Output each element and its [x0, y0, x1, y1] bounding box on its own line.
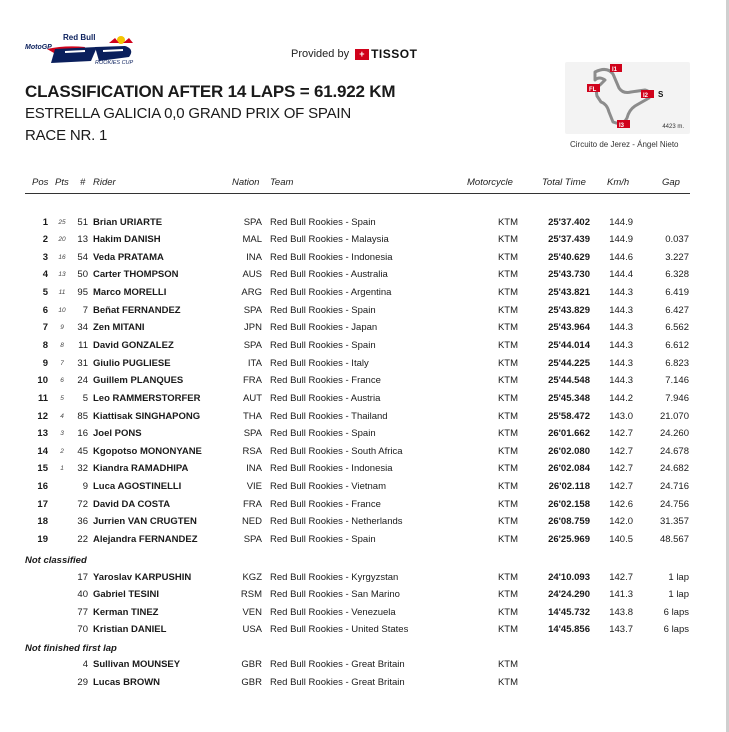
- col-gap: Gap: [662, 177, 680, 188]
- rider-nation: GBR: [241, 659, 262, 670]
- rider-total-time: 25'58.472: [548, 410, 590, 422]
- rider-team: Red Bull Rookies - San Marino: [270, 589, 400, 600]
- table-row: [0, 478, 729, 495]
- rider-nation: SPA: [243, 339, 262, 351]
- rider-motorcycle: KTM: [497, 304, 518, 316]
- rider-nation: ITA: [247, 357, 262, 369]
- rider-team: Red Bull Rookies - Japan: [270, 322, 378, 334]
- rider-nation: FRA: [243, 498, 262, 510]
- rider-pos: 9: [42, 357, 48, 369]
- event-name: ESTRELLA GALICIA 0,0 GRAND PRIX OF SPAIN: [25, 105, 351, 122]
- rider-motorcycle: KTM: [497, 534, 518, 546]
- rider-speed: 143.7: [609, 624, 633, 635]
- rider-pos: 2: [42, 234, 48, 246]
- rider-number: 54: [77, 251, 88, 263]
- table-row: [0, 513, 729, 530]
- rider-number: 34: [77, 322, 88, 334]
- rider-motorcycle: KTM: [497, 216, 518, 228]
- rider-number: 22: [77, 534, 88, 546]
- col-team: Team: [270, 177, 294, 188]
- rider-points: 16: [58, 253, 66, 261]
- provided-by-label: Provided by: [291, 48, 350, 60]
- rider-nation: RSA: [242, 445, 262, 457]
- rider-nation: NED: [241, 516, 262, 528]
- rider-team: Red Bull Rookies - United States: [270, 624, 409, 635]
- sector-i3: I3: [619, 123, 625, 129]
- rider-name: Yaroslav KARPUSHIN: [93, 571, 192, 583]
- rider-name: Giulio PUGLIESE: [93, 357, 171, 369]
- rider-motorcycle: KTM: [497, 445, 518, 457]
- rider-number: 50: [77, 269, 88, 281]
- provided-by: [291, 47, 417, 61]
- rider-gap: 24.756: [659, 498, 689, 510]
- rider-number: 11: [78, 339, 88, 351]
- rider-name: Kristian DANIEL: [93, 624, 167, 635]
- rider-number: 40: [77, 589, 88, 600]
- rider-total-time: 25'44.014: [548, 339, 590, 351]
- rider-motorcycle: KTM: [497, 498, 518, 510]
- rider-total-time: 25'43.964: [548, 322, 590, 334]
- not-classified-label: Not classified: [25, 555, 87, 566]
- rider-speed: 144.3: [609, 322, 633, 334]
- rider-pos: 8: [42, 339, 48, 351]
- rider-speed: 144.3: [609, 357, 633, 369]
- rider-name: Guillem PLANQUES: [93, 375, 184, 387]
- rider-nation: VIE: [246, 481, 262, 493]
- table-row: [0, 319, 729, 336]
- rider-total-time: 25'37.402: [548, 216, 590, 228]
- rider-speed: 142.7: [609, 463, 633, 475]
- col-num: #: [80, 177, 86, 188]
- table-row: [0, 408, 729, 425]
- rider-nation: SPA: [243, 534, 262, 546]
- table-row: [0, 621, 729, 638]
- rider-nation: ARG: [241, 287, 262, 299]
- rider-team: Red Bull Rookies - Vietnam: [270, 481, 386, 493]
- rider-total-time: 26'02.080: [548, 445, 590, 457]
- rider-nation: SPA: [243, 304, 262, 316]
- rider-motorcycle: KTM: [497, 410, 518, 422]
- rider-team: Red Bull Rookies - Indonesia: [270, 251, 393, 263]
- rider-gap: 0.037: [665, 234, 689, 246]
- table-row: [0, 496, 729, 513]
- rider-motorcycle: KTM: [497, 624, 518, 635]
- rider-speed: 144.3: [609, 339, 633, 351]
- race-number: RACE NR. 1: [25, 127, 108, 144]
- rider-pos: 18: [37, 516, 48, 528]
- col-nation: Nation: [232, 177, 260, 188]
- col-pts: Pts: [55, 177, 69, 188]
- rider-motorcycle: KTM: [497, 606, 518, 618]
- rider-team: Red Bull Rookies - Spain: [270, 304, 376, 316]
- table-row: [0, 531, 729, 548]
- table-row: [0, 266, 729, 283]
- rider-total-time: 26'02.158: [548, 498, 590, 510]
- rider-nation: INA: [246, 463, 262, 475]
- rider-team: Red Bull Rookies - Argentina: [270, 287, 392, 299]
- rider-speed: 142.0: [609, 516, 633, 528]
- rider-name: Kgopotso MONONYANE: [93, 445, 202, 457]
- rider-total-time: 25'43.821: [548, 287, 590, 299]
- rider-gap: 3.227: [665, 251, 689, 263]
- rider-pos: 7: [42, 322, 48, 334]
- rider-gap: 6 laps: [663, 624, 689, 635]
- rider-pos: 10: [37, 375, 48, 387]
- logo-brand-text: Red Bull: [63, 33, 96, 42]
- table-row: [0, 674, 729, 691]
- rider-name: Carter THOMPSON: [93, 269, 179, 281]
- table-header: [0, 177, 729, 189]
- logo-sub-text: ROOKIES CUP: [95, 60, 134, 66]
- rider-points: 13: [58, 271, 66, 279]
- rider-speed: 142.6: [609, 498, 633, 510]
- rider-team: Red Bull Rookies - Spain: [270, 216, 376, 228]
- rider-number: 4: [82, 659, 88, 670]
- table-row: [0, 656, 729, 673]
- rider-speed: 142.7: [609, 445, 633, 457]
- table-row: [0, 569, 729, 586]
- table-row: [0, 302, 729, 319]
- rider-nation: RSM: [240, 589, 262, 600]
- sector-fl: FL: [589, 87, 597, 93]
- rookies-cup-logo: [25, 33, 155, 73]
- rider-name: David DA COSTA: [93, 498, 171, 510]
- tissot-logo: [355, 47, 417, 61]
- sector-s: S: [658, 90, 664, 99]
- rider-gap: 31.357: [659, 516, 689, 528]
- rider-team: Red Bull Rookies - Austria: [270, 392, 381, 404]
- rider-nation: GBR: [241, 676, 262, 688]
- rider-pos: 17: [37, 498, 48, 510]
- rider-motorcycle: KTM: [497, 392, 518, 404]
- rider-gap: 1 lap: [668, 589, 689, 600]
- rider-total-time: 26'25.969: [548, 534, 590, 546]
- rider-name: Hakim DANISH: [93, 234, 161, 246]
- rider-speed: 142.7: [609, 428, 633, 440]
- rider-team: Red Bull Rookies - France: [270, 375, 381, 387]
- rider-name: Luca AGOSTINELLI: [93, 481, 182, 493]
- rider-total-time: 14'45.856: [548, 624, 590, 635]
- rider-pos: 12: [37, 410, 48, 422]
- rider-name: Zen MITANI: [93, 322, 145, 334]
- rider-team: Red Bull Rookies - Australia: [270, 269, 388, 281]
- rider-gap: 6.419: [665, 287, 689, 299]
- rider-speed: 142.7: [609, 481, 633, 493]
- rider-number: 45: [77, 445, 88, 457]
- rider-number: 17: [77, 571, 88, 583]
- rider-pos: 5: [42, 287, 48, 299]
- rider-number: 36: [77, 516, 88, 528]
- rider-nation: VEN: [242, 606, 262, 618]
- rider-pos: 4: [42, 269, 48, 281]
- rider-total-time: 26'02.084: [548, 463, 590, 475]
- table-row: [0, 390, 729, 407]
- table-row: [0, 372, 729, 389]
- rider-number: 29: [77, 676, 88, 688]
- table-row: [0, 284, 729, 301]
- rider-nation: MAL: [242, 234, 262, 246]
- rider-name: Jurrien VAN CRUGTEN: [93, 516, 197, 528]
- rider-team: Red Bull Rookies - Italy: [270, 357, 369, 369]
- rider-name: Brian URIARTE: [93, 216, 163, 228]
- rider-pos: 19: [37, 534, 48, 546]
- rider-team: Red Bull Rookies - Spain: [270, 428, 376, 440]
- rider-name: Gabriel TESINI: [93, 589, 159, 600]
- rider-total-time: 24'24.290: [548, 589, 590, 600]
- rider-number: 95: [77, 287, 88, 299]
- rider-nation: AUS: [242, 269, 262, 281]
- tissot-cross-icon: +: [355, 49, 369, 60]
- rider-name: David GONZALEZ: [93, 339, 174, 351]
- rider-gap: 24.678: [659, 445, 689, 457]
- rider-gap: 24.682: [659, 463, 689, 475]
- rider-name: Leo RAMMERSTORFER: [93, 392, 201, 404]
- rider-total-time: 25'44.225: [548, 357, 590, 369]
- rider-motorcycle: KTM: [497, 481, 518, 493]
- rider-name: Marco MORELLI: [93, 287, 167, 299]
- rider-speed: 143.0: [609, 410, 633, 422]
- col-rider: Rider: [93, 177, 116, 188]
- rider-team: Red Bull Rookies - Great Britain: [270, 676, 405, 688]
- col-kmh: Km/h: [607, 177, 630, 188]
- rider-number: 85: [77, 410, 88, 422]
- table-row: [0, 337, 729, 354]
- rider-total-time: 25'40.629: [548, 251, 590, 263]
- table-row: [0, 604, 729, 621]
- col-pos: Pos: [32, 177, 49, 188]
- sponsor-name: TISSOT: [371, 47, 418, 61]
- rider-motorcycle: KTM: [497, 676, 518, 688]
- rider-speed: 144.4: [609, 269, 633, 281]
- rider-number: 77: [77, 606, 88, 618]
- sector-i1: I1: [612, 67, 618, 73]
- rider-nation: AUT: [243, 392, 262, 404]
- table-row: [0, 443, 729, 460]
- rider-total-time: 26'02.118: [548, 481, 590, 493]
- table-row: [0, 231, 729, 248]
- rider-speed: 144.3: [609, 375, 633, 387]
- rider-total-time: 25'43.829: [548, 304, 590, 316]
- table-row: [0, 355, 729, 372]
- rider-points: 11: [58, 289, 66, 297]
- rider-total-time: 26'01.662: [548, 428, 590, 440]
- rider-points: 6: [60, 377, 64, 385]
- track-length: 4423 m.: [662, 124, 684, 130]
- rider-number: 72: [77, 498, 88, 510]
- rider-motorcycle: KTM: [497, 463, 518, 475]
- rider-total-time: 26'08.759: [548, 516, 590, 528]
- rider-total-time: 25'43.730: [548, 269, 590, 281]
- rider-gap: 21.070: [659, 410, 689, 422]
- rider-gap: 24.716: [659, 481, 689, 493]
- rider-motorcycle: KTM: [497, 571, 518, 583]
- rider-motorcycle: KTM: [497, 516, 518, 528]
- rider-nation: THA: [243, 410, 262, 422]
- rider-number: 16: [77, 428, 88, 440]
- rider-motorcycle: KTM: [497, 234, 518, 246]
- rider-name: Lucas BROWN: [93, 676, 161, 688]
- rider-points: 1: [60, 465, 64, 473]
- table-row: [0, 214, 729, 231]
- rider-pos: 16: [37, 481, 48, 493]
- rider-number: 24: [77, 375, 88, 387]
- header-divider: [25, 193, 690, 194]
- rider-nation: KGZ: [242, 571, 262, 583]
- rider-points: 7: [60, 359, 64, 367]
- table-row: [0, 425, 729, 442]
- rider-gap: 6 laps: [663, 606, 689, 618]
- rider-name: Joel PONS: [93, 428, 142, 440]
- rider-speed: 144.6: [609, 251, 633, 263]
- rider-points: 2: [60, 447, 64, 455]
- rider-number: 31: [77, 357, 88, 369]
- rider-total-time: 25'37.439: [548, 234, 590, 246]
- rider-team: Red Bull Rookies - Netherlands: [270, 516, 403, 528]
- rider-points: 8: [60, 341, 64, 349]
- rider-pos: 1: [42, 216, 48, 228]
- table-row: [0, 460, 729, 477]
- rider-points: 9: [60, 324, 64, 332]
- rider-motorcycle: KTM: [497, 659, 518, 670]
- rider-motorcycle: KTM: [497, 269, 518, 281]
- rider-pos: 14: [37, 445, 48, 457]
- rider-points: 20: [58, 236, 66, 244]
- rider-name: Veda PRATAMA: [93, 251, 164, 263]
- rider-number: 70: [77, 624, 88, 635]
- rider-gap: 6.562: [665, 322, 689, 334]
- rider-points: 10: [58, 306, 66, 314]
- rider-pos: 3: [42, 251, 48, 263]
- rider-motorcycle: KTM: [497, 287, 518, 299]
- rider-team: Red Bull Rookies - Venezuela: [270, 606, 396, 618]
- rider-total-time: 14'45.732: [548, 606, 590, 618]
- rider-speed: 144.3: [609, 304, 633, 316]
- rider-gap: 6.612: [665, 339, 689, 351]
- rider-team: Red Bull Rookies - Malaysia: [270, 234, 389, 246]
- rider-number: 51: [77, 216, 88, 228]
- logo-motogp-text: MotoGP: [25, 44, 52, 51]
- rider-speed: 140.5: [609, 534, 633, 546]
- rider-name: Kerman TINEZ: [93, 606, 159, 618]
- rider-gap: 1 lap: [668, 571, 689, 583]
- rider-motorcycle: KTM: [497, 322, 518, 334]
- rider-team: Red Bull Rookies - Kyrgyzstan: [270, 571, 399, 583]
- table-row: [0, 586, 729, 603]
- rider-team: Red Bull Rookies - Spain: [270, 534, 376, 546]
- rider-pos: 6: [42, 304, 48, 316]
- rider-points: 5: [60, 394, 64, 402]
- rider-number: 5: [82, 392, 88, 404]
- rider-name: Alejandra FERNANDEZ: [93, 534, 198, 546]
- rider-speed: 144.3: [609, 287, 633, 299]
- rider-team: Red Bull Rookies - South Africa: [270, 445, 403, 457]
- rider-gap: 7.146: [665, 375, 689, 387]
- rider-team: Red Bull Rookies - Thailand: [270, 410, 388, 422]
- rider-motorcycle: KTM: [497, 357, 518, 369]
- rider-nation: SPA: [243, 216, 262, 228]
- rider-name: Sullivan MOUNSEY: [93, 659, 181, 670]
- rider-team: Red Bull Rookies - Great Britain: [270, 659, 405, 670]
- rider-motorcycle: KTM: [497, 375, 518, 387]
- rider-points: 3: [60, 430, 64, 438]
- rider-points: 4: [60, 412, 64, 420]
- rider-motorcycle: KTM: [497, 339, 518, 351]
- rider-gap: 24.260: [659, 428, 689, 440]
- rider-nation: JPN: [244, 322, 262, 334]
- page-title: CLASSIFICATION AFTER 14 LAPS = 61.922 KM: [25, 82, 396, 101]
- rider-nation: INA: [246, 251, 262, 263]
- rider-motorcycle: KTM: [497, 428, 518, 440]
- rider-speed: 142.7: [609, 571, 633, 583]
- rider-nation: SPA: [243, 428, 262, 440]
- rider-name: Kiandra RAMADHIPA: [93, 463, 189, 475]
- rider-team: Red Bull Rookies - Spain: [270, 339, 376, 351]
- rider-speed: 144.9: [609, 216, 633, 228]
- rider-number: 32: [77, 463, 88, 475]
- rider-gap: 6.427: [665, 304, 689, 316]
- rider-pos: 11: [37, 392, 48, 404]
- rider-nation: FRA: [243, 375, 262, 387]
- rider-team: Red Bull Rookies - France: [270, 498, 381, 510]
- rider-team: Red Bull Rookies - Indonesia: [270, 463, 393, 475]
- rider-gap: 6.823: [665, 357, 689, 369]
- rider-speed: 143.8: [609, 606, 633, 618]
- rider-name: Beñat FERNANDEZ: [93, 304, 181, 316]
- table-row: [0, 249, 729, 266]
- rider-pos: 15: [37, 463, 48, 475]
- rider-total-time: 25'44.548: [548, 375, 590, 387]
- track-map: [565, 62, 690, 134]
- rider-name: Kiattisak SINGHAPONG: [93, 410, 201, 422]
- not-finished-label: Not finished first lap: [25, 643, 117, 654]
- rider-motorcycle: KTM: [497, 251, 518, 263]
- rider-nation: USA: [242, 624, 262, 635]
- col-total-time: Total Time: [542, 177, 586, 188]
- rider-gap: 7.946: [665, 392, 689, 404]
- rider-number: 7: [82, 304, 88, 316]
- rider-total-time: 24'10.093: [548, 571, 590, 583]
- rider-number: 9: [82, 481, 88, 493]
- rider-speed: 141.3: [609, 589, 633, 600]
- rider-gap: 6.328: [665, 269, 689, 281]
- rider-number: 13: [77, 234, 88, 246]
- rider-speed: 144.9: [609, 234, 633, 246]
- rider-pos: 13: [37, 428, 48, 440]
- rider-points: 25: [58, 218, 66, 226]
- circuit-name: Circuito de Jerez - Ángel Nieto: [570, 140, 679, 149]
- sector-i2: I2: [643, 93, 649, 99]
- rider-motorcycle: KTM: [497, 589, 518, 600]
- rider-total-time: 25'45.348: [548, 392, 590, 404]
- col-motorcycle: Motorcycle: [467, 177, 513, 188]
- rider-speed: 144.2: [609, 392, 633, 404]
- rider-gap: 48.567: [659, 534, 689, 546]
